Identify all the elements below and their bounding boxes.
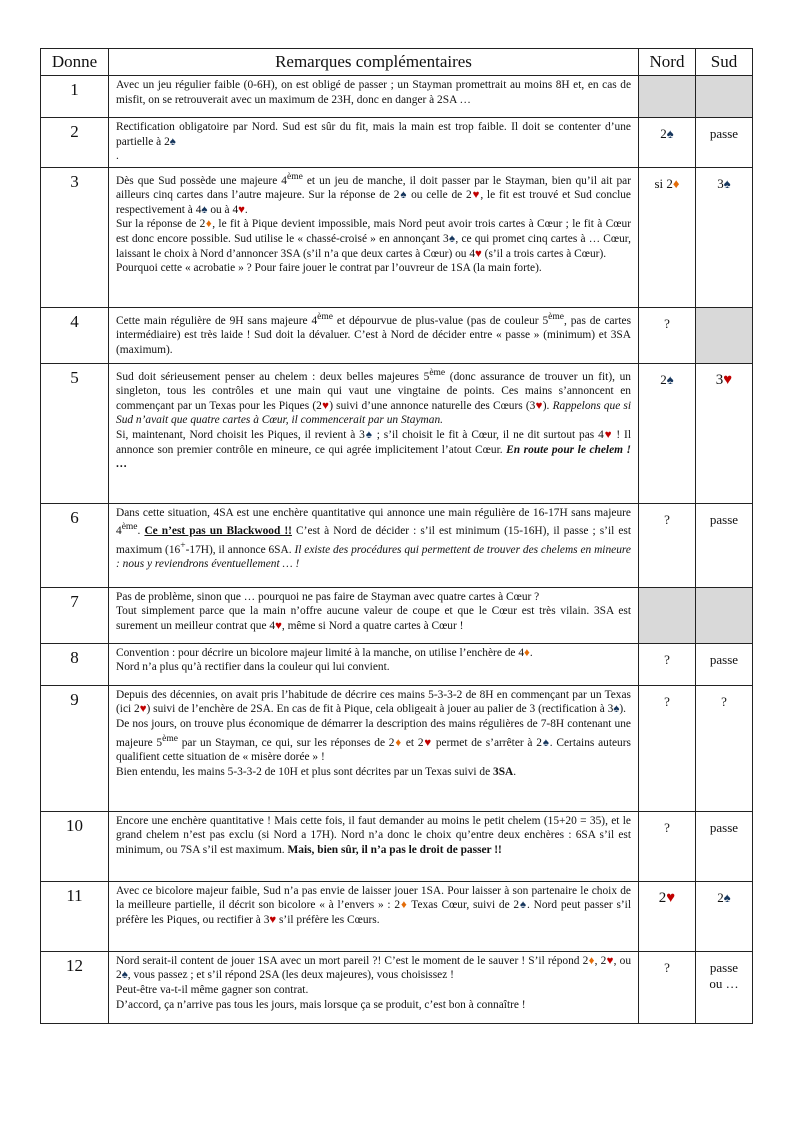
- header-row: [41, 49, 753, 76]
- header-nord: Nord: [639, 49, 696, 76]
- heart-icon: ♥: [723, 371, 733, 388]
- spade-icon: ♠: [666, 126, 674, 141]
- spade-icon: ♠: [541, 736, 550, 749]
- table-row: [41, 76, 753, 118]
- heart-icon: ♥: [321, 399, 330, 412]
- spade-icon: ♠: [723, 175, 731, 191]
- remark-text: Dès que Sud possède une majeure 4ème et un jeu de manche, il doit passer par le Stayman, bien qu’il ait par ailleurs cinq cartes dans l’autre majeure. Sur la réponse de 2♠ ou celle de 2♥, le fit est trouvé et Sud conclue respectivement à 4♠ ou à 4♥. Sur la réponse de 2♦, le fit à Pique devient impossible, mais Nord peut avoir trois cartes à Cœur ; le fit à Cœur est donc encore possible. Sud utilise le « chassé-croisé » en annonçant 3♠, ce qui promet cinq cartes à … Cœur, laissant le choix à Nord d’annoncer 3SA (s’il n’a que deux cartes à Cœur) ou 4♥ (s’il a trois cartes à Cœur). Pourquoi cette « acrobatie » ? Pour faire jouer le contrat par l’ouvreur de 1SA (la main forte).: [109, 167, 639, 307]
- sud-bid: 3♥: [696, 363, 753, 503]
- heart-icon: ♥: [535, 399, 543, 412]
- remark-text: Convention : pour décrire un bicolore majeur limité à la manche, on utilise l’enchère de 4♦. Nord n’a plus qu’à rectifier dans la couleur qui lui convient.: [109, 643, 639, 685]
- spade-icon: ♠: [666, 371, 674, 387]
- remark-text: Avec un jeu régulier faible (0-6H), on est obligé de passer ; un Stayman promettrait au moins 8H et, en cas de misfit, on se retrouverait avec un maximum de 23H, donc en danger à 2SA …: [109, 76, 639, 118]
- deal-number: 5: [41, 363, 109, 503]
- deal-number: 4: [41, 307, 109, 363]
- heart-icon: ♥: [139, 703, 147, 716]
- spade-icon: ♠: [121, 969, 128, 982]
- heart-icon: ♥: [275, 619, 282, 632]
- nord-bid: [639, 76, 696, 118]
- table-row: [41, 685, 753, 811]
- table-row: [41, 587, 753, 643]
- table-row: [41, 881, 753, 951]
- table-row: [41, 167, 753, 307]
- deal-number: 2: [41, 118, 109, 168]
- heart-icon: ♥: [471, 189, 481, 202]
- nord-bid: ?: [639, 811, 696, 881]
- sud-bid: passe: [696, 811, 753, 881]
- header-donne: Donne: [41, 49, 109, 76]
- sud-bid: [696, 307, 753, 363]
- sud-bid: passe: [696, 118, 753, 168]
- nord-bid: ?: [639, 951, 696, 1023]
- nord-bid: ?: [639, 685, 696, 811]
- deal-number: 8: [41, 643, 109, 685]
- deal-number: 1: [41, 76, 109, 118]
- nord-bid: ?: [639, 643, 696, 685]
- spade-icon: ♠: [723, 889, 731, 905]
- heart-icon: ♥: [238, 203, 245, 216]
- deal-number: 10: [41, 811, 109, 881]
- table-row: [41, 503, 753, 587]
- table-row: [41, 951, 753, 1023]
- diamond-icon: ♦: [588, 954, 595, 967]
- diamond-icon: ♦: [394, 736, 403, 749]
- heart-icon: ♥: [603, 428, 613, 441]
- diamond-icon: ♦: [672, 175, 680, 191]
- sud-bid: [696, 587, 753, 643]
- sud-bid: passe ou …: [696, 951, 753, 1023]
- heart-icon: ♥: [475, 247, 482, 260]
- deal-number: 7: [41, 587, 109, 643]
- sud-bid: 2♠: [696, 881, 753, 951]
- remark-text: Pas de problème, sinon que … pourquoi ne pas faire de Stayman avec quatre cartes à Cœur ? Tout simplement parce que la main n’offre aucune valeur de coupe et que le Cœur est très vilain. 3SA est surement un meilleur contrat que 4♥, même si Nord a quatre cartes à Cœur !: [109, 587, 639, 643]
- remark-text: Rectification obligatoire par Nord. Sud est sûr du fit, mais la main est trop faible. Il doit se contenter d’une partielle à 2♠ .: [109, 118, 639, 168]
- header-remarques: Remarques complémentaires: [109, 49, 639, 76]
- diamond-icon: ♦: [400, 899, 408, 912]
- sud-bid: 3♠: [696, 167, 753, 307]
- sud-bid: passe: [696, 503, 753, 587]
- nord-bid: [639, 587, 696, 643]
- table-row: [41, 118, 753, 168]
- heart-icon: ♥: [423, 736, 433, 749]
- nord-bid: si 2♦: [639, 167, 696, 307]
- header-sud: Sud: [696, 49, 753, 76]
- remark-text: Sud doit sérieusement penser au chelem : deux belles majeures 5ème (donc assurance de trouver un fit), un singleton, tous les contrôles et une main qui vaut une vingtaine de points. Ces mains s’annoncent en commençant par un Texas pour les Piques (2♥) suivi d’une annonce naturelle des Cœurs (3♥). Rappelons que si Sud n’avait que quatre cartes à Cœur, il commencerait par un Stayman. Si, maintenant, Nord choisit les Piques, il revient à 3♠ ; s’il choisit le fit à Cœur, il ne dit surtout pas 4♥ ! Il annonce son premier contrôle en mineure, ce qui agrée implicitement l’atout Cœur. En route pour le chelem ! …: [109, 363, 639, 503]
- diamond-icon: ♦: [524, 646, 530, 659]
- spade-icon: ♠: [448, 232, 456, 245]
- nord-bid: 2♠: [639, 118, 696, 168]
- heart-icon: ♥: [666, 889, 676, 906]
- nord-bid: ?: [639, 503, 696, 587]
- table-row: [41, 643, 753, 685]
- spade-icon: ♠: [613, 703, 620, 716]
- nord-bid: 2♠: [639, 363, 696, 503]
- nord-bid: 2♥: [639, 881, 696, 951]
- spade-icon: ♠: [399, 189, 408, 202]
- remark-text: Cette main régulière de 9H sans majeure 4ème et dépourvue de plus-value (pas de couleur 5ème, pas de cartes intermédiaire) est très laide ! Sud doit la dévaluer. C’est à Nord de décider entre « passe » (minimum) et 3SA (maximum).: [109, 307, 639, 363]
- nord-bid: ?: [639, 307, 696, 363]
- remark-text: Avec ce bicolore majeur faible, Sud n’a pas envie de laisser jouer 1SA. Pour laisser à son partenaire le choix de la meilleure partielle, il décrit son bicolore « à l’envers » : 2♦ Texas Cœur, suivi de 2♠. Nord peut passer s’il préfère les Piques, ou rectifier à 3♥ s’il préfère les Cœurs.: [109, 881, 639, 951]
- table-row: [41, 811, 753, 881]
- deal-number: 3: [41, 167, 109, 307]
- sud-bid: passe: [696, 643, 753, 685]
- remark-text: Depuis des décennies, on avait pris l’habitude de décrire ces mains 5-3-3-2 de 8H en commençant par un Texas (ici 2♥) suivi de l’enchère de 2SA. En cas de fit à Pique, cela obligeait à jouer au palier de 3 (rectification à 3♠). De nos jours, on trouve plus économique de démarrer la description des mains régulières de 7-8H contenant une majeure 5ème par un Stayman, ce qui, sur les réponses de 2♦ et 2♥ permet de s’arrêter à 2♠. Certains auteurs qualifient cette situation de « misère dorée » ! Bien entendu, les mains 5-3-3-2 de 10H et plus sont décrites par un Texas suivi de 3SA.: [109, 685, 639, 811]
- table-row: [41, 307, 753, 363]
- deal-number: 6: [41, 503, 109, 587]
- remark-text: Encore une enchère quantitative ! Mais cette fois, il faut demander au moins le petit chelem (15+20 = 35), et le grand chelem n’est pas exclu (si Nord a 17H). Nord n’a donc le choix qu’entre deux enchères : 6SA s’il est minimum, ou 7SA s’il est maximum. Mais, bien sûr, il n’a pas le droit de passer !!: [109, 811, 639, 881]
- remarks-table: [40, 48, 753, 1024]
- heart-icon: ♥: [606, 954, 614, 967]
- spade-icon: ♠: [364, 428, 373, 441]
- remark-text: Nord serait-il content de jouer 1SA avec un mort pareil ?! C’est le moment de le sauver ! S’il répond 2♦, 2♥, ou 2♠, vous passez ; et s’il répond 2SA (les deux majeures), vous choisissez ! Peut-être va-t-il même gagner son contrat. D’accord, ça n’arrive pas tous les jours, mais lorsque ça se produit, c’est bon à connaître !: [109, 951, 639, 1023]
- spade-icon: ♠: [169, 135, 176, 148]
- diamond-icon: ♦: [205, 218, 213, 231]
- remark-text: Dans cette situation, 4SA est une enchère quantitative qui annonce une main régulière de 16-17H sans majeure 4ème. Ce n’est pas un Blackwood !! C’est à Nord de décider : s’il est minimum (15-16H), il passe ; s’il est maximum (16+-17H), il annonce 6SA. Il existe des procédures qui permettent de trouver des chelems en mineure : nous y reviendrons éventuellement … !: [109, 503, 639, 587]
- table-row: [41, 363, 753, 503]
- sud-bid: ?: [696, 685, 753, 811]
- heart-icon: ♥: [269, 913, 277, 926]
- deal-number: 12: [41, 951, 109, 1023]
- spade-icon: ♠: [201, 203, 208, 216]
- spade-icon: ♠: [519, 899, 528, 912]
- deal-number: 9: [41, 685, 109, 811]
- sud-bid: [696, 76, 753, 118]
- deal-number: 11: [41, 881, 109, 951]
